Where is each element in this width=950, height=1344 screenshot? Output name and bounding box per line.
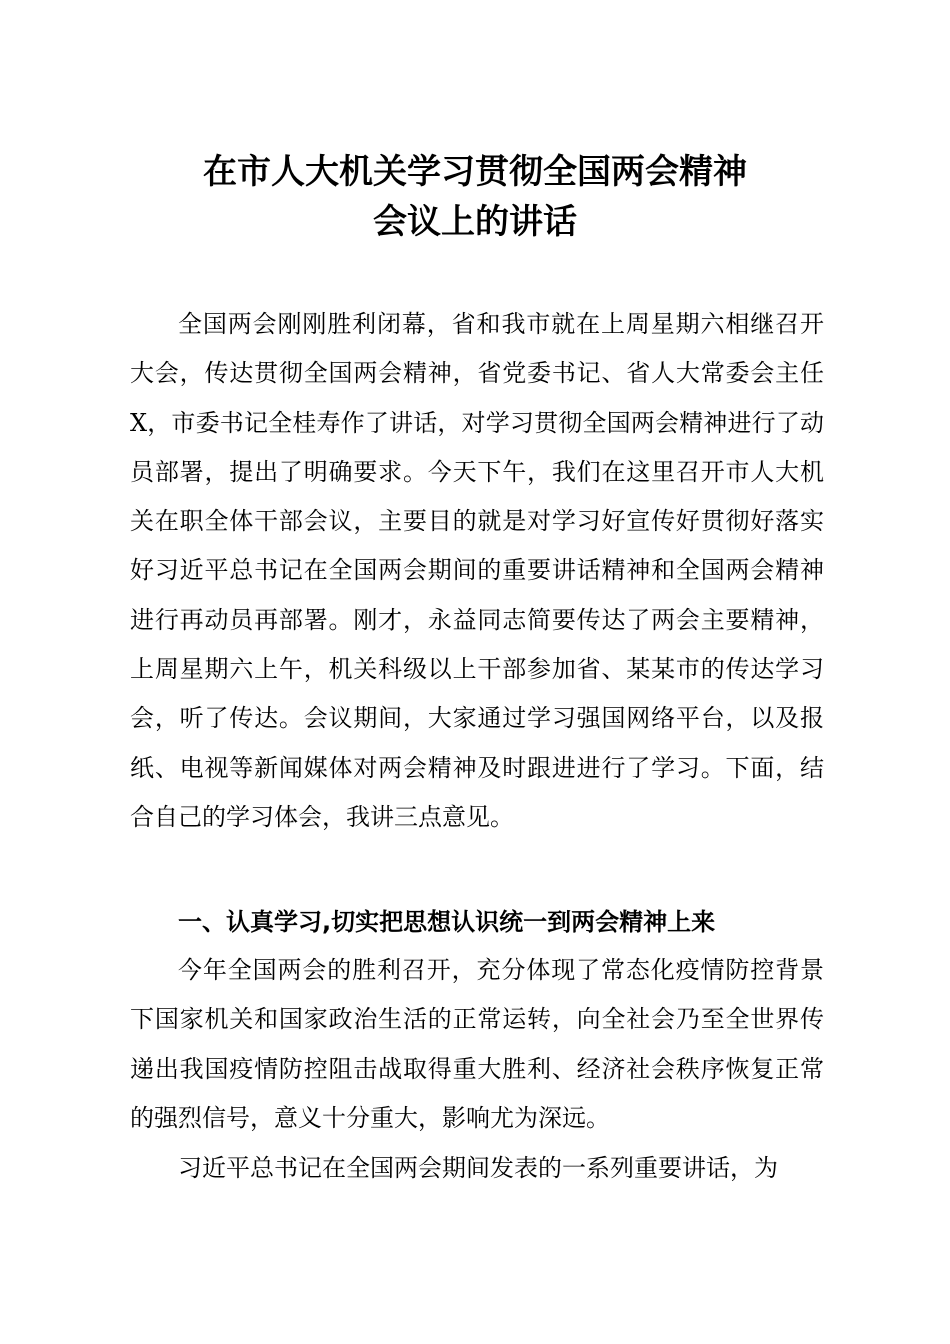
paragraph-intro: 全国两会刚刚胜利闭幕，省和我市就在上周星期六相继召开大会，传达贯彻全国两会精神，省党委书记、省人大常委会主任X，市委书记全桂寿作了讲话，对学习贯彻全国两会精神进行了动员部署，提出了明确要求。今天下午，我们在这里召开市人大机关在职全体干部会议，主要目的就是对学习好宣传好贯彻好落实好习近平总书记在全国两会期间的重要讲话精神和全国两会精神进行再动员再部署。刚才，永益同志简要传达了两会主要精神，上周星期六上午，机关科级以上干部参加省、某某市的传达学习会，听了传达。会议期间，大家通过学习强国网络平台，以及报纸、电视等新闻媒体对两会精神及时跟进进行了学习。下面，结合自己的学习体会，我讲三点意见。 xyxy=(130,310,824,831)
paragraph-section-1-second: 习近平总书记在全国两会期间发表的一系列重要讲话，为 xyxy=(178,1154,778,1182)
section-heading-1: 一、认真学习,切实把思想认识统一到两会精神上来 xyxy=(178,908,716,936)
paragraph-section-1-first: 今年全国两会的胜利召开，充分体现了常态化疫情防控背景下国家机关和国家政治生活的正常运转，向全社会乃至全世界传递出我国疫情防控阻击战取得重大胜利、经济社会秩序恢复正常的强烈信号，意义十分重大，影响尤为深远。 xyxy=(130,956,824,1132)
document-title-line-1: 在市人大机关学习贯彻全国两会精神 xyxy=(203,152,747,192)
document-title-line-2: 会议上的讲话 xyxy=(373,202,577,242)
